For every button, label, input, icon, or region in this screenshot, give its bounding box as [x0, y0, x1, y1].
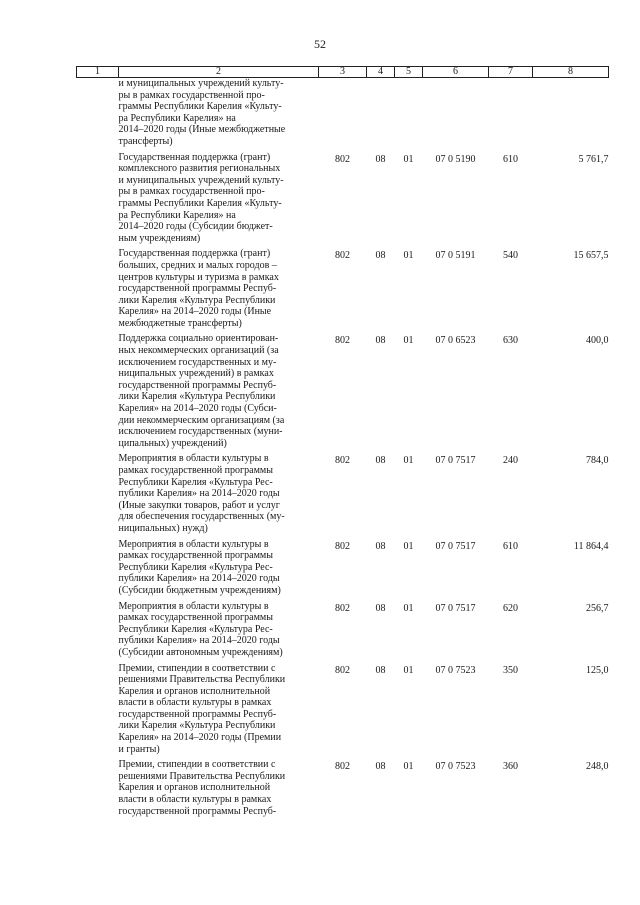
subsection-code: 01 [403, 664, 414, 676]
table-row [77, 152, 609, 249]
description-cell [119, 248, 319, 333]
description-line: для обеспечения государственных (му- [118, 511, 285, 523]
amount: 248,0 [586, 761, 609, 773]
subsection-code [395, 78, 423, 152]
description-line: публики Карелия» на 2014–2020 годы [118, 573, 280, 585]
amount: 784,0 [586, 455, 609, 467]
description-line: граммы Республики Карелия «Культу- [118, 197, 282, 209]
amount [533, 78, 609, 152]
description-line: Премии, стипендии в соответствии с [118, 662, 276, 674]
subsection-code: 01 [403, 335, 414, 347]
description-line: 2014–2020 годы (Иные межбюджетные [118, 124, 286, 136]
budget-table [76, 66, 609, 821]
description-line: и муниципальных учреждений культу- [118, 174, 284, 186]
description-line: Государственная поддержка (грант) [118, 248, 271, 260]
description-line: рамках государственной программы [118, 612, 273, 624]
description-line: (Субсидии автономным учреждениям) [118, 646, 283, 658]
table-body [77, 78, 609, 822]
target-article-code: 07 0 5190 [435, 153, 476, 165]
amount: 256,7 [586, 602, 609, 614]
subsection-code: 01 [403, 540, 414, 552]
ministry-code: 802 [335, 335, 350, 347]
expense-type-code: 610 [503, 540, 518, 552]
amount: 400,0 [586, 335, 609, 347]
description-line: Карелия» на 2014–2020 годы (Субси- [118, 403, 277, 415]
description-cell [119, 663, 319, 760]
row-number-cell [77, 453, 119, 538]
section-code: 08 [375, 664, 386, 676]
subsection-code: 01 [403, 602, 414, 614]
description-line: (Субсидии бюджетным учреждениям) [118, 584, 281, 596]
row-number-cell [77, 663, 119, 760]
header-col-3: 3 [319, 67, 367, 78]
section-code: 08 [375, 761, 386, 773]
header-col-1: 1 [77, 67, 119, 78]
target-article-code: 07 0 7517 [435, 540, 476, 552]
description-line: ципальных) учреждений) [118, 437, 227, 449]
row-number-cell [77, 601, 119, 663]
description-line: дии некоммерческим организациям (за [118, 414, 285, 426]
ministry-code: 802 [335, 761, 350, 773]
description-line: ра Республики Карелия» на [118, 112, 236, 124]
ministry-code: 802 [335, 455, 350, 467]
description-line: Республики Карелия «Культура Рес- [118, 476, 273, 488]
description-line: и гранты) [118, 743, 160, 755]
header-col-6: 6 [423, 67, 489, 78]
description-line: лики Карелия «Культура Республики [118, 294, 276, 306]
description-line: исключением государственных и му- [118, 356, 277, 368]
description-line: Республики Карелия «Культура Рес- [118, 561, 273, 573]
description-line: власти в области культуры в рамках [118, 794, 272, 806]
description-line: исключением государственных (муни- [118, 426, 283, 438]
ministry-code [319, 78, 367, 152]
row-number-cell [77, 333, 119, 453]
description-line: Карелия и органов исполнительной [118, 782, 271, 794]
description-line: межбюджетные трансферты) [118, 317, 242, 329]
ministry-code: 802 [335, 664, 350, 676]
expense-type-code: 620 [503, 602, 518, 614]
row-number-cell [77, 539, 119, 601]
description-line: решениями Правительства Республики [118, 770, 286, 782]
description-line: ных некоммерческих организаций (за [118, 345, 279, 357]
description-line: Поддержка социально ориентирован- [118, 333, 279, 345]
description-line: Государственная поддержка (грант) [118, 151, 271, 163]
expense-type-code [489, 78, 533, 152]
description-line: Мероприятия в области культуры в [118, 453, 269, 465]
description-line: государственной программы Респуб- [118, 379, 277, 391]
description-line: ра Республики Карелия» на [118, 209, 236, 221]
expense-type-code: 630 [503, 335, 518, 347]
description-line: и муниципальных учреждений культу- [118, 78, 284, 89]
description-line: лики Карелия «Культура Республики [118, 391, 276, 403]
description-line: трансферты) [118, 135, 173, 147]
target-article-code: 07 0 5191 [435, 250, 476, 262]
amount: 11 864,4 [573, 540, 609, 552]
ministry-code: 802 [335, 250, 350, 262]
row-number-cell [77, 152, 119, 249]
target-article-code: 07 0 6523 [435, 335, 476, 347]
section-code: 08 [375, 602, 386, 614]
table-row [77, 78, 609, 152]
description-line: ниципальных учреждений) в рамках [118, 368, 274, 380]
table-row [77, 663, 609, 760]
section-code: 08 [375, 455, 386, 467]
description-line: власти в области культуры в рамках [118, 697, 272, 709]
subsection-code: 01 [403, 153, 414, 165]
section-code: 08 [375, 153, 386, 165]
description-cell [119, 601, 319, 663]
subsection-code: 01 [403, 761, 414, 773]
description-line: Мероприятия в области культуры в [118, 600, 269, 612]
target-article-code: 07 0 7517 [435, 602, 476, 614]
table-row [77, 333, 609, 453]
description-line: 2014–2020 годы (Субсидии бюджет- [118, 221, 273, 233]
description-line: рамках государственной программы [118, 465, 273, 476]
description-line: граммы Республики Карелия «Культу- [118, 101, 282, 113]
description-line: лики Карелия «Культура Республики [118, 720, 276, 732]
description-line: ры в рамках государственной про- [118, 89, 265, 101]
section-code: 08 [375, 540, 386, 552]
description-line: решениями Правительства Республики [118, 674, 286, 686]
header-col-5: 5 [395, 67, 423, 78]
expense-type-code: 540 [503, 250, 518, 262]
description-line: (Иные закупки товаров, работ и услуг [118, 499, 280, 511]
target-article-code: 07 0 7517 [435, 455, 476, 467]
amount: 125,0 [586, 664, 609, 676]
ministry-code: 802 [335, 602, 350, 614]
description-line: Карелия» на 2014–2020 годы (Премии [118, 732, 282, 744]
header-col-4: 4 [367, 67, 395, 78]
section-code: 08 [375, 250, 386, 262]
description-line: ниципальных) нужд) [118, 522, 208, 534]
amount: 15 657,5 [573, 250, 609, 262]
description-line: рамках государственной программы [118, 550, 273, 562]
ministry-code: 802 [335, 540, 350, 552]
description-line: Республики Карелия «Культура Рес- [118, 623, 273, 635]
section-code [367, 78, 395, 152]
description-line: Карелия» на 2014–2020 годы (Иные [118, 306, 272, 318]
description-line: комплексного развития региональных [118, 163, 281, 175]
expense-type-code: 360 [503, 761, 518, 773]
description-line: государственной программы Респуб- [118, 805, 277, 817]
table-header-row [77, 67, 609, 78]
expense-type-code: 240 [503, 455, 518, 467]
amount: 5 761,7 [578, 153, 609, 165]
row-number-cell [77, 78, 119, 152]
description-cell [119, 539, 319, 601]
header-col-2: 2 [119, 67, 319, 78]
table-row [77, 453, 609, 538]
description-cell [119, 759, 319, 821]
description-cell [119, 333, 319, 453]
description-cell [119, 453, 319, 538]
header-col-7: 7 [489, 67, 533, 78]
target-article-code: 07 0 7523 [435, 664, 476, 676]
ministry-code: 802 [335, 153, 350, 165]
description-line: Премии, стипендии в соответствии с [118, 759, 276, 771]
target-article-code [423, 78, 489, 152]
table-row [77, 248, 609, 333]
target-article-code: 07 0 7523 [435, 761, 476, 773]
description-line: Мероприятия в области культуры в [118, 538, 269, 550]
description-line: ным учреждениям) [118, 232, 201, 244]
table-row [77, 759, 609, 821]
description-line: государственной программы Респуб- [118, 283, 277, 295]
subsection-code: 01 [403, 455, 414, 467]
description-line: больших, средних и малых городов – [118, 259, 277, 271]
table-row [77, 601, 609, 663]
row-number-cell [77, 248, 119, 333]
row-number-cell [77, 759, 119, 821]
description-line: публики Карелия» на 2014–2020 годы [118, 488, 280, 500]
description-cell [119, 78, 319, 152]
expense-type-code: 610 [503, 153, 518, 165]
subsection-code: 01 [403, 250, 414, 262]
description-cell [119, 152, 319, 249]
description-line: центров культуры и туризма в рамках [118, 271, 279, 283]
section-code: 08 [375, 335, 386, 347]
description-line: государственной программы Респуб- [118, 708, 277, 720]
page-number: 52 [314, 37, 326, 51]
description-line: Карелия и органов исполнительной [118, 685, 271, 697]
description-line: публики Карелия» на 2014–2020 годы [118, 635, 280, 647]
table-row [77, 539, 609, 601]
description-line: ры в рамках государственной про- [118, 186, 265, 198]
header-col-8: 8 [533, 67, 609, 78]
expense-type-code: 350 [503, 664, 518, 676]
